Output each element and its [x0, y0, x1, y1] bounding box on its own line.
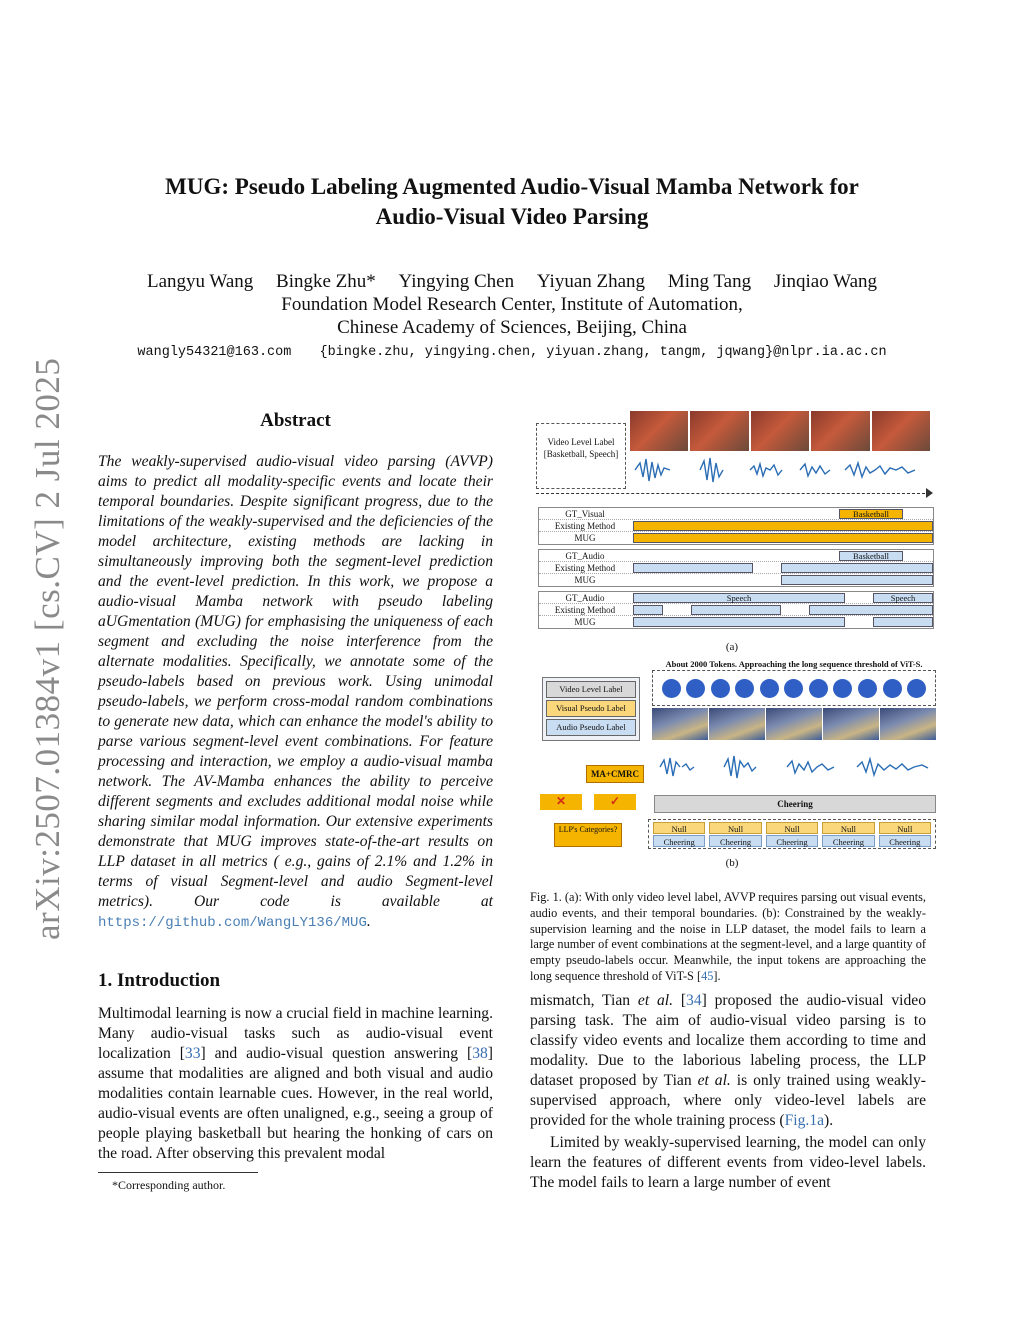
tokens-box — [652, 670, 936, 706]
subfigure-a-label: (a) — [725, 641, 739, 653]
citation-link[interactable]: 38 — [472, 1045, 488, 1062]
footnote: *Corresponding author. — [112, 1178, 226, 1192]
video-frame — [766, 708, 822, 740]
track-segment — [781, 575, 933, 585]
track-segment — [633, 563, 753, 573]
legend-item: Audio Pseudo Label — [546, 719, 636, 736]
legend-item: Visual Pseudo Label — [546, 700, 636, 717]
intro-text: ] assume that modalities are aligned and both visual and audio modalities contain learnable cues. However, in the real world, audio-visual events are often unaligned, e.g., seeing a group of people playing basketball but hearing the honking of cars on the road. After observing this prevalent modal — [98, 1045, 493, 1162]
track-row — [539, 562, 933, 574]
footnote-rule — [98, 1172, 258, 1173]
abstract-body: The weakly-supervised audio-visual video parsing (AVVP) aims to predict all modality-specific events and locate their temporal boundaries. Despite significant progress, due to the limitations of the weakly-supervised and the deficiencies of the model architecture, existing methods are lacking in simultaneously improving both the segment-level prediction and the event-level prediction. In this work, we propose a audio-visual Mamba network with pseudo labeling aUGmentation (MUG) for emphasising the uniqueness of each segment and excluding the noise interference from the alternate modalities. Specifically, we annotate some of the pseudo-labels based on previous work. Using unimodal pseudo-labels, we perform cross-modal random combinations to generate new data, which can enhance the model's ability to parse various segment-level event combinations. For feature processing and interaction, we employ a audio-visual mamba network. The AV-Mamba enhances the ability to perceive different segments and excludes additional modal noise while sharing similar modal information. Our extensive experiments demonstrate that MUG improves state-of-the-art results on LLP dataset in all metrics ( e.g., gains of 2.1% and 1.2% in terms of visual Segment-level and audio Segment-level metrics). Our code is available at https://github.com/WangLY136/MUG. — [98, 453, 493, 931]
track-label: MUG — [574, 533, 596, 543]
author-name: Jinqiao Wang — [773, 271, 877, 292]
body-text: ). — [824, 1112, 834, 1129]
cross-icon: ✕ — [540, 794, 582, 810]
citation-link[interactable]: 34 — [686, 992, 702, 1009]
pseudo-label-cell — [766, 822, 818, 846]
track-label: GT_Audio — [565, 551, 605, 561]
figure-caption-text: ]. — [713, 968, 721, 983]
author-name: Yingying Chen — [398, 271, 515, 292]
token — [809, 679, 828, 698]
track-segment: Speech — [873, 593, 933, 603]
track-segment — [873, 617, 933, 627]
token — [735, 679, 754, 698]
legend-item: Video Level Label — [546, 681, 636, 698]
time-axis — [536, 493, 930, 494]
video-frame — [630, 411, 688, 451]
visual-pseudo-label: Null — [653, 822, 705, 834]
video-frame — [709, 708, 765, 740]
track-row — [539, 532, 933, 544]
llp-categories-box: LLP's Categories? — [554, 823, 622, 847]
token — [833, 679, 852, 698]
cheering-frames — [652, 708, 936, 740]
figure-reference-link[interactable]: Fig.1a — [784, 1112, 825, 1129]
author-names — [100, 270, 924, 293]
authors-block — [100, 270, 924, 339]
citation-link[interactable]: 45 — [701, 968, 714, 983]
token — [686, 679, 705, 698]
check-icon: ✓ — [594, 794, 636, 810]
video-level-label-box: Video Level Label [Basketball, Speech] — [536, 423, 626, 489]
track-segment: Basketball — [839, 551, 903, 561]
audio-pseudo-label: Cheering — [766, 835, 818, 847]
track-label: GT_Visual — [565, 509, 605, 519]
body-text: mismatch, Tian — [530, 992, 638, 1009]
video-frame — [690, 411, 748, 451]
video-frames — [630, 411, 930, 451]
intro-text: ] and audio-visual question answering [ — [200, 1045, 473, 1062]
track-row — [539, 574, 933, 586]
body-text: et al. — [637, 992, 674, 1009]
audio-waveform — [630, 453, 930, 487]
audio-track-group — [538, 549, 934, 587]
ma-cmrc-box: MA+CMRC — [586, 765, 644, 783]
audio-pseudo-label: Cheering — [653, 835, 705, 847]
track-segment — [691, 605, 781, 615]
video-frame — [872, 411, 930, 451]
subfigure-b-label: (b) — [725, 857, 739, 869]
token — [858, 679, 877, 698]
body-text: et al. — [697, 1072, 731, 1089]
tokens-label: About 2000 Tokens. Approaching the long sequence threshold of ViT-S. — [665, 659, 923, 669]
track-label: Existing Method — [554, 605, 616, 615]
track-label: MUG — [574, 617, 596, 627]
track-segment: Speech — [633, 593, 845, 603]
track-label: Existing Method — [554, 521, 616, 531]
body-text: is only trained using weakly-supervised approach, where only video-level labels are provided for the whole training process ( — [530, 1072, 926, 1129]
paragraph: Limited by weakly-supervised learning, the model can only learn the features of different events from video-level labels. The model fails to learn a large number of event — [530, 1134, 926, 1191]
token — [907, 679, 926, 698]
track-segment — [633, 617, 845, 627]
track-segment — [633, 605, 663, 615]
audio-pseudo-label: Cheering — [879, 835, 931, 847]
visual-pseudo-label: Null — [879, 822, 931, 834]
abstract-heading: Abstract — [260, 410, 331, 431]
visual-pseudo-label: Null — [822, 822, 874, 834]
arxiv-identifier: arXiv:2507.01384v1 [cs.CV] 2 Jul 2025 — [28, 357, 67, 940]
figure-1 — [530, 405, 934, 875]
legend-box — [542, 677, 640, 741]
audio-waveform — [652, 750, 936, 784]
track-row — [539, 604, 933, 616]
cheering-bar: Cheering — [654, 795, 936, 813]
video-frame — [823, 708, 879, 740]
token — [760, 679, 779, 698]
author-name: Langyu Wang — [146, 271, 254, 292]
track-row — [539, 550, 933, 562]
token — [711, 679, 730, 698]
figure-caption-text: Fig. 1. (a): With only video level label, AVVP requires parsing out visual events, audio events, and their temporal boundaries. (b): Constrained by the weakly-supervision learning and the noise in LLP dataset, the model fails to learn a large number of event combinations at the segment-level, and a large quantity of empty pseudo-labels occur. Meanwhile, the input tokens are approaching the long sequence threshold of ViT-S [ — [530, 890, 926, 983]
token — [883, 679, 902, 698]
visual-track-group — [538, 507, 934, 545]
figure-caption — [530, 890, 926, 985]
author-name: Bingke Zhu* — [276, 271, 376, 292]
body-text: ] proposed the audio-visual video parsing task. The aim of audio-visual video parsing is to classify video events and localize them according to time and modality. Due to the laborious labeling process, the LLP dataset proposed by Tian — [530, 992, 927, 1089]
pseudo-label-cell — [709, 822, 761, 846]
pseudo-label-row — [648, 819, 936, 849]
title-line-2: Audio-Visual Video Parsing — [375, 204, 649, 229]
track-row — [539, 592, 933, 604]
intro-body — [98, 1004, 493, 1164]
pseudo-label-cell — [879, 822, 931, 846]
code-link[interactable]: https://github.com/WangLY136/MUG — [98, 915, 367, 931]
track-row — [539, 520, 933, 532]
speech-track-group — [538, 591, 934, 629]
track-segment — [781, 563, 933, 573]
token — [662, 679, 681, 698]
pseudo-label-cell — [653, 822, 705, 846]
affiliation-line-1: Foundation Model Research Center, Institute of Automation, — [281, 294, 743, 315]
author-name: Ming Tang — [667, 271, 752, 292]
track-label: Existing Method — [554, 563, 616, 573]
affiliation-line-2: Chinese Academy of Sciences, Beijing, China — [337, 317, 687, 338]
right-column-body — [530, 991, 926, 1193]
track-label: MUG — [574, 575, 596, 585]
email-group[interactable]: {bingke.zhu, yingying.chen, yiyuan.zhang, tangm, jqwang}@nlpr.ia.ac.cn — [319, 345, 887, 360]
author-emails — [60, 345, 964, 360]
audio-pseudo-label: Cheering — [822, 835, 874, 847]
token — [784, 679, 803, 698]
title-line-1: MUG: Pseudo Labeling Augmented Audio-Visual Mamba Network for — [165, 174, 859, 199]
paragraph — [530, 991, 926, 1131]
video-frame — [811, 411, 869, 451]
track-segment — [633, 521, 933, 531]
track-label: GT_Audio — [565, 593, 605, 603]
video-frame — [751, 411, 809, 451]
email-primary[interactable]: wangly54321@163.com — [137, 345, 292, 360]
intro-text: Multimodal learning is now a crucial field in machine learning. Many audio-visual tasks such as audio-visual event localization [ — [98, 1005, 493, 1062]
track-segment: Basketball — [839, 509, 903, 519]
body-text: [ — [673, 992, 687, 1009]
pseudo-label-cell — [822, 822, 874, 846]
track-row — [539, 616, 933, 628]
track-row — [539, 508, 933, 520]
visual-pseudo-label: Null — [766, 822, 818, 834]
intro-heading: 1. Introduction — [98, 970, 221, 991]
video-frame — [880, 708, 936, 740]
video-frame — [652, 708, 708, 740]
visual-pseudo-label: Null — [709, 822, 761, 834]
author-name: Yiyuan Zhang — [536, 271, 646, 292]
audio-pseudo-label: Cheering — [709, 835, 761, 847]
paper-title — [100, 172, 924, 232]
track-segment — [809, 605, 933, 615]
track-segment — [633, 533, 933, 543]
citation-link[interactable]: 33 — [184, 1045, 201, 1062]
abstract-text: The weakly-supervised audio-visual video parsing (AVVP) aims to predict all modality-specific events and locate their temporal boundaries. Despite significant progress, due to the limitations of the weakly-supervised and the deficiencies of the model architecture, existing methods are lacking in simultaneously improving both the segment-level prediction and the event-level prediction. In this work, we propose a audio-visual Mamba network with pseudo labeling aUGmentation (MUG) for emphasising the uniqueness of each segment and excluding the noise interference from the alternate modalities. Specifically, we annotate some of the pseudo-labels based on previous work. Using unimodal pseudo-labels, we perform cross-modal random combinations to generate new data, which can enhance the model's ability to parse various segment-level event combinations. For feature processing and interaction, we employ a audio-visual mamba network. The AV-Mamba enhances the ability to perceive different segments and excludes additional modal noise while sharing similar modal information. Our extensive experiments demonstrate that MUG improves state-of-the-art results on LLP dataset in all metrics ( e.g., gains of 2.1% and 1.2% in terms of visual Segment-level and audio Segment-level metrics). Our code is available at — [98, 453, 493, 910]
time-axis-arrow — [926, 488, 933, 498]
